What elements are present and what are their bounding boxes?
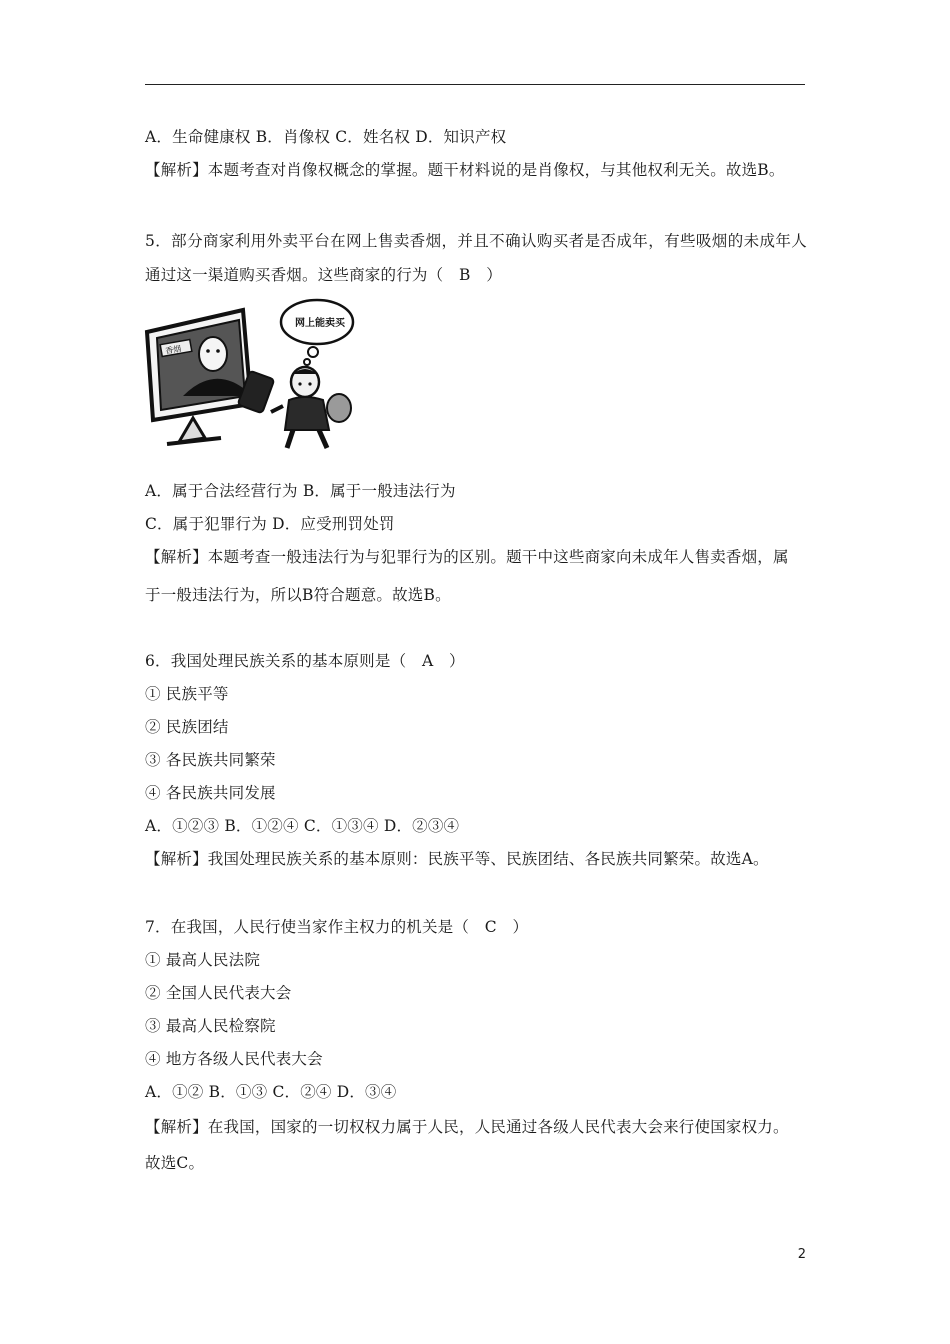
q6-analysis: 【解析】我国处理民族关系的基本原则：民族平等、民族团结、各民族共同繁荣。故选A。 [145, 850, 769, 868]
q6-stem: 6．我国处理民族关系的基本原则是（ A ） [145, 652, 465, 670]
q5-analysis-line2: 于一般违法行为，所以B符合题意。故选B。 [145, 586, 451, 604]
q4-options: A．生命健康权 B．肖像权 C．姓名权 D．知识产权 [145, 128, 507, 146]
screen-sign-text: 香烟 [164, 344, 182, 356]
page-number: 2 [797, 1247, 806, 1262]
q7-analysis-line2: 故选C。 [145, 1154, 205, 1172]
q6-item: ② 民族团结 [145, 718, 229, 736]
q7-stem: 7．在我国，人民行使当家作主权力的机关是（ C ） [145, 918, 529, 936]
q5-stem: 5．部分商家利用外卖平台在网上售卖香烟，并且不确认购买者是否成年，有些吸烟的未成年人通过这一渠道购买香烟。这些商家的行为（ B ） [145, 232, 807, 284]
q6-options: A．①②③ B．①②④ C．①③④ D．②③④ [145, 817, 460, 835]
q7-item: ① 最高人民法院 [145, 951, 261, 969]
q7-item: ④ 地方各级人民代表大会 [145, 1050, 323, 1068]
thought-bubble-text: 网上能卖买 [295, 318, 345, 329]
q6-item: ① 民族平等 [145, 685, 229, 703]
q7-analysis-line1: 【解析】在我国，国家的一切权权力属于人民，人民通过各级人民代表大会来行使国家权力。 [145, 1118, 789, 1136]
q6-item: ③ 各民族共同繁荣 [145, 751, 276, 769]
q7-item: ② 全国人民代表大会 [145, 984, 292, 1002]
q5-cartoon-illustration [143, 296, 355, 454]
q5-options-ab: A．属于合法经营行为 B．属于一般违法行为 [145, 482, 456, 500]
q7-item: ③ 最高人民检察院 [145, 1017, 276, 1035]
q5-analysis-line1: 【解析】本题考查一般违法行为与犯罪行为的区别。题干中这些商家向未成年人售卖香烟，属 [145, 548, 789, 566]
q6-item: ④ 各民族共同发展 [145, 784, 276, 802]
q7-options: A．①② B．①③ C．②④ D．③④ [145, 1083, 397, 1101]
q5-options-cd: C．属于犯罪行为 D．应受刑罚处罚 [145, 515, 395, 533]
header-rule [145, 84, 805, 85]
q4-analysis: 【解析】本题考查对肖像权概念的掌握。题干材料说的是肖像权，与其他权利无关。故选B。 [145, 161, 785, 179]
